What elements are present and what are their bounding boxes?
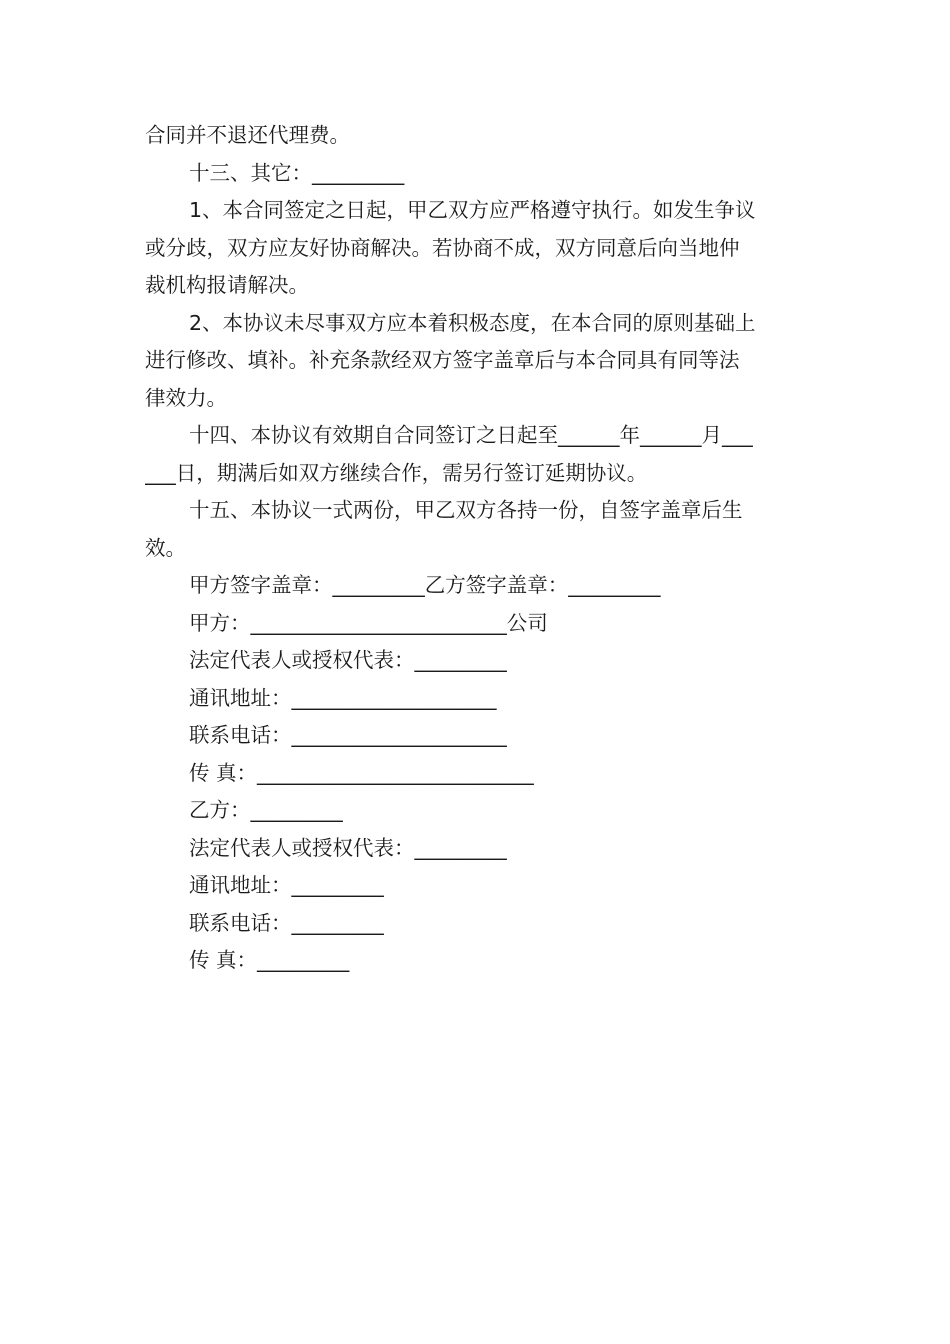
text-line: 或分歧，双方应友好协商解决。若协商不成，双方同意后向当地仲 bbox=[145, 235, 740, 260]
text-line: 效。 bbox=[145, 535, 186, 560]
clause-13-heading: 十三、其它：_________ bbox=[189, 160, 405, 185]
party-b-address: 通讯地址：_________ bbox=[189, 873, 384, 897]
party-a-phone: 联系电话：_____________________ bbox=[189, 723, 507, 747]
party-b-name: 乙方：_________ bbox=[189, 798, 343, 822]
party-b-representative: 法定代表人或授权代表：_________ bbox=[189, 835, 507, 860]
party-a-address: 通讯地址：____________________ bbox=[189, 685, 497, 710]
party-b-fax: 传 真：_________ bbox=[189, 948, 350, 972]
clause-14: 十四、本协议有效期自合同签订之日起至______年______月___ bbox=[189, 423, 753, 447]
party-b-phone: 联系电话：_________ bbox=[189, 910, 384, 935]
clause-13-item-1: 1、本合同签定之日起，甲乙双方应严格遵守执行。如发生争议 bbox=[189, 198, 756, 222]
text-line: 裁机构报请解决。 bbox=[145, 273, 309, 297]
party-a-fax: 传 真：___________________________ bbox=[189, 760, 534, 785]
document-page bbox=[145, 117, 807, 980]
clause-15: 十五、本协议一式两份，甲乙双方各持一份，自签字盖章后生 bbox=[189, 498, 743, 522]
clause-13-item-2: 2、本协议未尽事双方应本着积极态度，在本合同的原则基础上 bbox=[189, 310, 756, 335]
text-line: 进行修改、填补。补充条款经双方签字盖章后与本合同具有同等法 bbox=[145, 348, 740, 372]
party-a-representative: 法定代表人或授权代表：_________ bbox=[189, 648, 507, 672]
text-line: 律效力。 bbox=[145, 385, 227, 410]
party-a-name: 甲方：_________________________公司 bbox=[189, 610, 548, 635]
text-line: ___日，期满后如双方继续合作，需另行签订延期协议。 bbox=[145, 460, 648, 485]
text-line: 合同并不退还代理费。 bbox=[145, 123, 350, 147]
signature-line: 甲方签字盖章：_________乙方签字盖章：_________ bbox=[189, 573, 661, 597]
